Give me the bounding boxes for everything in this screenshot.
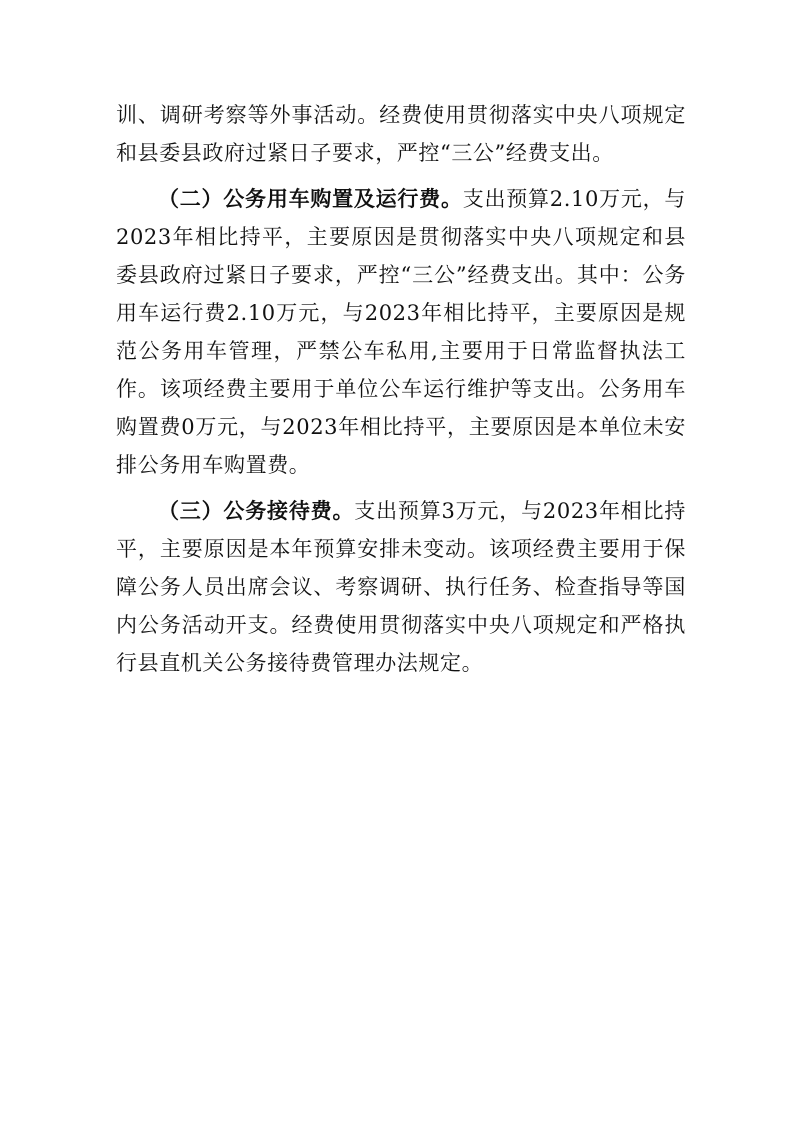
paragraph-text: 支出预算2.10万元，与2023年相比持平，主要原因是贯彻落实中央八项规定和县委县政府过紧日子要求，严控“三公”经费支出。其中：公务用车运行费2.10万元，与2023年相比持平，主要原因是规范公务用车管理，严禁公车私用,主要用于日常监督执法工作。该项经费主要用于单位公车运行维护等支出。公务用车购置费0万元，与2023年相比持平，主要原因是本单位未安排公务用车购置费。	[116, 187, 686, 477]
paragraph-vehicle-expenses	[116, 180, 686, 484]
section-heading-reception: （三）公务接待费。	[158, 499, 355, 523]
paragraph-text: 支出预算3万元，与2023年相比持平，主要原因是本年预算安排未变动。该项经费主要用于保障公务人员出席会议、考察调研、执行任务、检查指导等国内公务活动开支。经费使用贯彻落实中央八项规定和严格执行县直机关公务接待费管理办法规定。	[116, 499, 686, 675]
paragraph-continuation	[116, 96, 686, 172]
section-heading-vehicle: （二）公务用车购置及运行费。	[158, 187, 463, 211]
paragraph-reception-expenses	[116, 492, 686, 682]
paragraph-text: 训、调研考察等外事活动。经费使用贯彻落实中央八项规定和县委县政府过紧日子要求，严控“三公”经费支出。	[116, 103, 686, 165]
document-body	[116, 96, 686, 682]
